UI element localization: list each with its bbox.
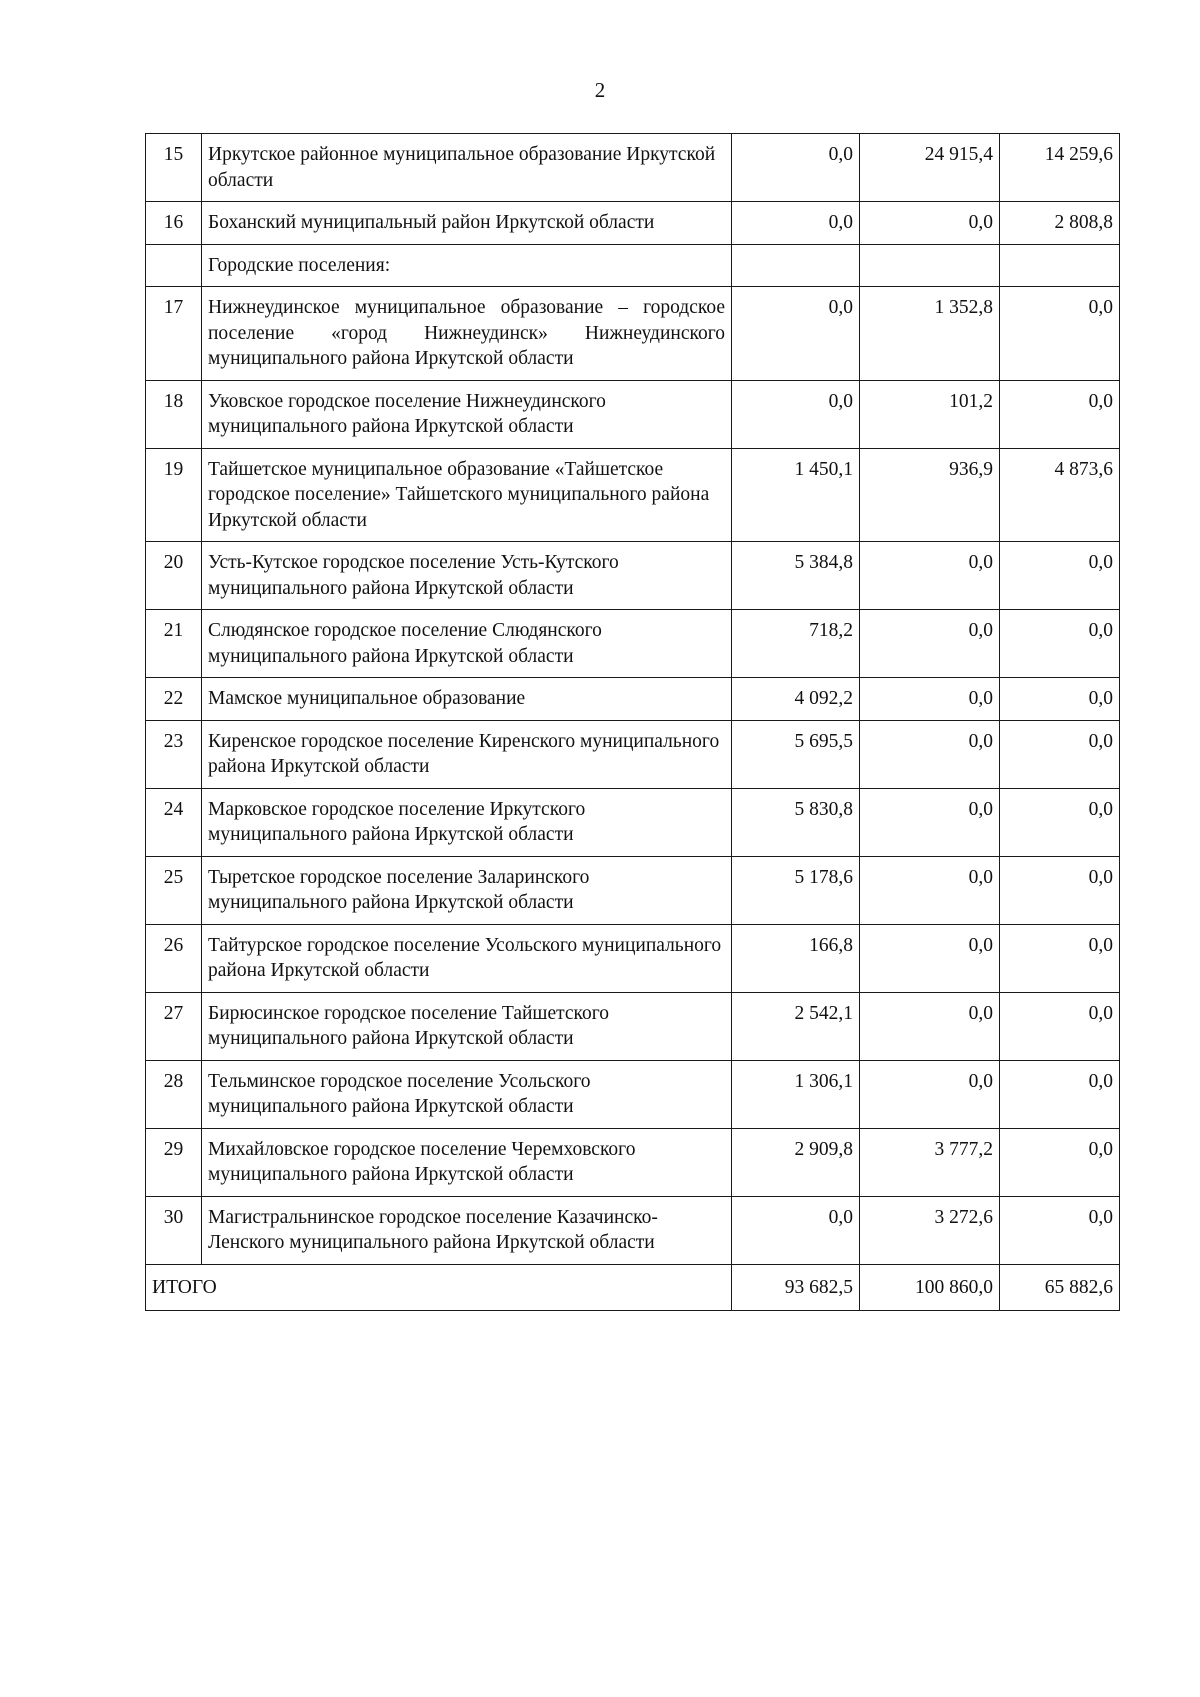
value-col-2: 3 272,6 <box>860 1196 1000 1264</box>
value-col-1: 0,0 <box>732 380 860 448</box>
municipality-name: Боханский муниципальный район Иркутской области <box>202 202 732 245</box>
value-col-3: 0,0 <box>1000 380 1120 448</box>
table-row <box>146 202 1120 245</box>
value-col-1: 5 830,8 <box>732 788 860 856</box>
value-col-1: 0,0 <box>732 287 860 381</box>
value-col-3: 14 259,6 <box>1000 134 1120 202</box>
row-number: 19 <box>146 448 202 542</box>
municipality-name: Мамское муниципальное образование <box>202 678 732 721</box>
municipality-name: Киренское городское поселение Киренского муниципального района Иркутской области <box>202 720 732 788</box>
value-col-3: 0,0 <box>1000 1196 1120 1264</box>
value-col-3: 2 808,8 <box>1000 202 1120 245</box>
value-col-3: 0,0 <box>1000 678 1120 721</box>
value-col-1: 0,0 <box>732 1196 860 1264</box>
value-col-2: 0,0 <box>860 992 1000 1060</box>
value-col-3: 0,0 <box>1000 610 1120 678</box>
municipality-name: Тельминское городское поселение Усольского муниципального района Иркутской области <box>202 1060 732 1128</box>
total-label: ИТОГО <box>146 1264 732 1311</box>
value-col-1-empty <box>732 244 860 287</box>
value-col-3-empty <box>1000 244 1120 287</box>
total-value-col-2: 100 860,0 <box>860 1264 1000 1311</box>
municipality-name: Тыретское городское поселение Заларинского муниципального района Иркутской области <box>202 856 732 924</box>
table-row <box>146 542 1120 610</box>
row-number: 30 <box>146 1196 202 1264</box>
value-col-3: 0,0 <box>1000 720 1120 788</box>
row-number: 27 <box>146 992 202 1060</box>
value-col-3: 0,0 <box>1000 992 1120 1060</box>
value-col-1: 0,0 <box>732 202 860 245</box>
value-col-1: 4 092,2 <box>732 678 860 721</box>
value-col-1: 0,0 <box>732 134 860 202</box>
value-col-2: 0,0 <box>860 788 1000 856</box>
municipality-name: Михайловское городское поселение Черемховского муниципального района Иркутской области <box>202 1128 732 1196</box>
value-col-1: 5 384,8 <box>732 542 860 610</box>
row-number: 28 <box>146 1060 202 1128</box>
value-col-3: 0,0 <box>1000 542 1120 610</box>
value-col-1: 2 542,1 <box>732 992 860 1060</box>
municipality-name: Слюдянское городское поселение Слюдянского муниципального района Иркутской области <box>202 610 732 678</box>
table-row <box>146 1196 1120 1264</box>
municipality-name: Уковское городское поселение Нижнеудинского муниципального района Иркутской области <box>202 380 732 448</box>
table-row <box>146 924 1120 992</box>
row-number: 16 <box>146 202 202 245</box>
municipality-name: Тайтурское городское поселение Усольского муниципального района Иркутской области <box>202 924 732 992</box>
row-number: 22 <box>146 678 202 721</box>
table-row <box>146 788 1120 856</box>
value-col-2: 101,2 <box>860 380 1000 448</box>
value-col-1: 5 695,5 <box>732 720 860 788</box>
table-body <box>146 134 1120 1311</box>
row-number: 23 <box>146 720 202 788</box>
value-col-1: 1 306,1 <box>732 1060 860 1128</box>
row-number: 18 <box>146 380 202 448</box>
row-number: 15 <box>146 134 202 202</box>
value-col-2: 0,0 <box>860 720 1000 788</box>
municipality-name: Усть-Кутское городское поселение Усть-Кутского муниципального района Иркутской области <box>202 542 732 610</box>
table-row <box>146 380 1120 448</box>
page-number: 2 <box>594 78 606 102</box>
value-col-3: 0,0 <box>1000 287 1120 381</box>
municipality-name: Магистральнинское городское поселение Казачинско-Ленского муниципального района Иркутской области <box>202 1196 732 1264</box>
row-number: 20 <box>146 542 202 610</box>
row-number: 25 <box>146 856 202 924</box>
value-col-2-empty <box>860 244 1000 287</box>
table-row <box>146 678 1120 721</box>
value-col-2: 936,9 <box>860 448 1000 542</box>
value-col-2: 0,0 <box>860 610 1000 678</box>
allocation-table <box>145 133 1120 1311</box>
total-value-col-1: 93 682,5 <box>732 1264 860 1311</box>
row-number: 26 <box>146 924 202 992</box>
value-col-1: 166,8 <box>732 924 860 992</box>
value-col-2: 0,0 <box>860 542 1000 610</box>
table-row <box>146 1060 1120 1128</box>
total-row <box>146 1264 1120 1311</box>
value-col-3: 0,0 <box>1000 924 1120 992</box>
row-number: 21 <box>146 610 202 678</box>
row-number: 29 <box>146 1128 202 1196</box>
value-col-2: 1 352,8 <box>860 287 1000 381</box>
row-number: 17 <box>146 287 202 381</box>
value-col-3: 4 873,6 <box>1000 448 1120 542</box>
table-row <box>146 1128 1120 1196</box>
table-row <box>146 287 1120 381</box>
value-col-2: 24 915,4 <box>860 134 1000 202</box>
total-value-col-3: 65 882,6 <box>1000 1264 1120 1311</box>
value-col-1: 1 450,1 <box>732 448 860 542</box>
section-header-row <box>146 244 1120 287</box>
value-col-2: 0,0 <box>860 202 1000 245</box>
value-col-3: 0,0 <box>1000 856 1120 924</box>
value-col-2: 3 777,2 <box>860 1128 1000 1196</box>
table-row <box>146 720 1120 788</box>
value-col-2: 0,0 <box>860 924 1000 992</box>
municipality-name: Тайшетское муниципальное образование «Тайшетское городское поселение» Тайшетского муниципального района Иркутской области <box>202 448 732 542</box>
value-col-2: 0,0 <box>860 1060 1000 1128</box>
row-number: 24 <box>146 788 202 856</box>
municipality-name: Иркутское районное муниципальное образование Иркутской области <box>202 134 732 202</box>
value-col-2: 0,0 <box>860 678 1000 721</box>
municipality-name: Нижнеудинское муниципальное образование – городское поселение «город Нижнеудинск» Нижнеудинского муниципального района Иркутской области <box>202 287 732 381</box>
value-col-1: 2 909,8 <box>732 1128 860 1196</box>
row-number-empty <box>146 244 202 287</box>
table-row <box>146 448 1120 542</box>
section-header: Городские поселения: <box>202 244 732 287</box>
value-col-3: 0,0 <box>1000 1128 1120 1196</box>
municipality-name: Бирюсинское городское поселение Тайшетского муниципального района Иркутской области <box>202 992 732 1060</box>
table-row <box>146 610 1120 678</box>
municipality-name: Марковское городское поселение Иркутского муниципального района Иркутской области <box>202 788 732 856</box>
value-col-1: 718,2 <box>732 610 860 678</box>
table-row <box>146 992 1120 1060</box>
table-row <box>146 856 1120 924</box>
value-col-2: 0,0 <box>860 856 1000 924</box>
table-row <box>146 134 1120 202</box>
value-col-3: 0,0 <box>1000 788 1120 856</box>
value-col-1: 5 178,6 <box>732 856 860 924</box>
value-col-3: 0,0 <box>1000 1060 1120 1128</box>
